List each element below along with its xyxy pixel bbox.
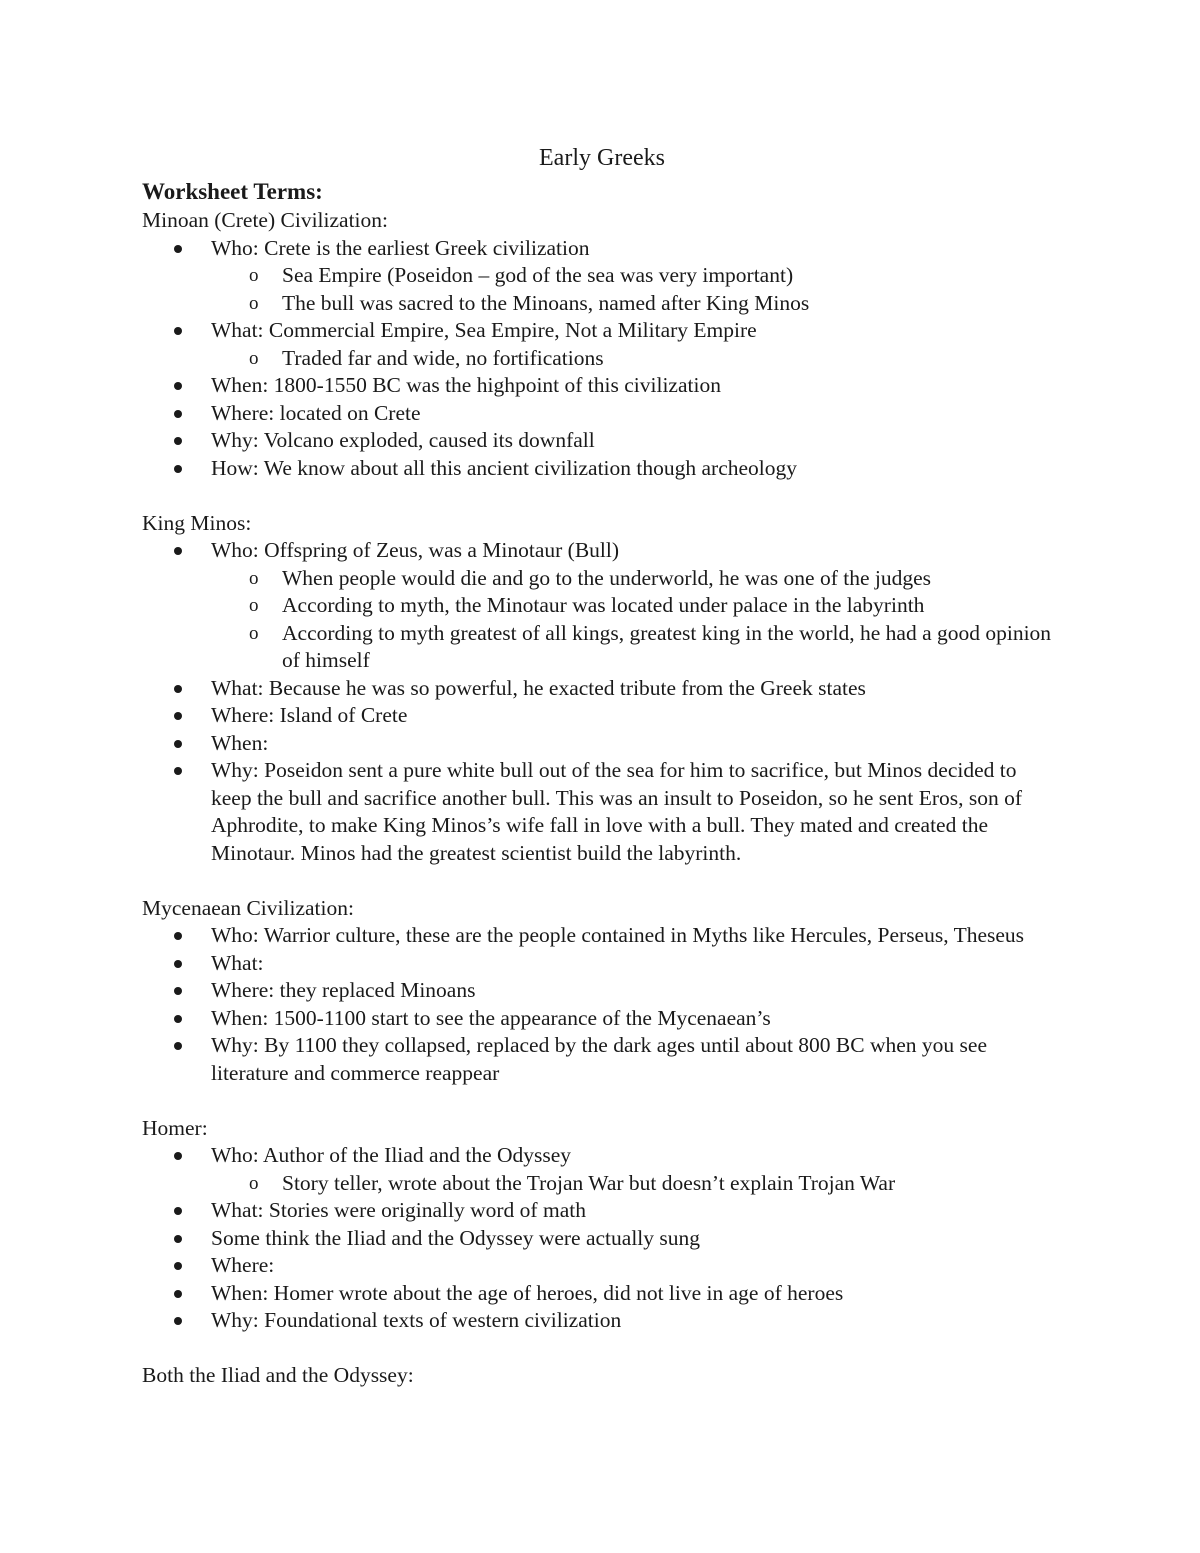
sub-list-item-text: According to myth, the Minotaur was located under palace in the labyrinth xyxy=(282,593,925,617)
list-item-text: Why: By 1100 they collapsed, replaced by the dark ages until about 800 BC when you see literature and commerce reappear xyxy=(211,1033,988,1085)
circle-bullet-icon: o xyxy=(249,595,259,616)
sub-list-item xyxy=(211,592,1062,620)
list-item-text: Who: Crete is the earliest Greek civilization xyxy=(211,235,590,260)
list-item-text: Where: located on Crete xyxy=(211,400,421,425)
section-king-minos xyxy=(142,510,1062,868)
circle-bullet-icon: o xyxy=(249,622,259,644)
list-item-text: Where: they replaced Minoans xyxy=(211,978,476,1002)
list-item-text: Who: Offspring of Zeus, was a Minotaur (Bull) xyxy=(211,538,620,562)
bullet-icon xyxy=(174,1207,182,1215)
list-item-text: Who: Author of the Iliad and the Odyssey xyxy=(211,1143,572,1167)
bullet-icon xyxy=(174,767,182,775)
sub-list-item xyxy=(211,620,1062,675)
bullet-icon xyxy=(174,1317,182,1325)
list-item xyxy=(142,1225,1062,1253)
list-item-text: Why: Poseidon sent a pure white bull out of the sea for him to sacrifice, but Minos decided to keep the bull and sacrifice another bull. This was an insult to Poseidon, so he sent Eros, son of Aphrodite, to make King Minos’s wife fall in love with a bull. They mated and created the Minotaur. Minos had the greatest scientist build the labyrinth. xyxy=(211,758,1023,865)
list-item xyxy=(142,950,1062,978)
list-item xyxy=(142,317,1062,372)
bullet-list xyxy=(142,922,1062,1087)
bullet-icon xyxy=(174,1015,182,1023)
bullet-list xyxy=(142,1142,1062,1335)
bullet-icon xyxy=(174,382,182,390)
circle-bullet-icon: o xyxy=(249,1172,259,1194)
section-mycenaean xyxy=(142,895,1062,1088)
bullet-icon xyxy=(174,685,182,693)
list-item xyxy=(142,455,1062,483)
list-item-text: Who: Warrior culture, these are the people contained in Myths like Hercules, Perseus, Theseus xyxy=(211,923,1025,947)
blank-line xyxy=(142,867,1062,895)
list-item-text: Why: Volcano exploded, caused its downfall xyxy=(211,428,595,452)
circle-bullet-icon: o xyxy=(249,265,259,286)
list-item-text: Where: xyxy=(211,1253,275,1277)
sub-list-item-text: When people would die and go to the underworld, he was one of the judges xyxy=(282,565,932,590)
bullet-icon xyxy=(174,410,182,418)
bullet-icon xyxy=(174,712,182,720)
bullet-icon xyxy=(174,987,182,995)
section-heading: Homer: xyxy=(142,1115,208,1140)
list-item xyxy=(142,1142,1062,1197)
bullet-icon xyxy=(174,465,182,473)
list-item xyxy=(142,702,1062,730)
bullet-list xyxy=(142,537,1062,867)
bullet-icon xyxy=(174,960,182,968)
list-item-text: Why: Foundational texts of western civilization xyxy=(211,1308,622,1332)
list-item xyxy=(142,922,1062,950)
bullet-icon xyxy=(174,547,182,555)
circle-bullet-icon: o xyxy=(249,567,259,589)
section-minoan xyxy=(142,207,1062,482)
list-item-text: When: 1800-1550 BC was the highpoint of this civilization xyxy=(211,373,721,397)
list-item xyxy=(142,1280,1062,1308)
bullet-icon xyxy=(174,1262,182,1270)
list-item-text: Some think the Iliad and the Odyssey were actually sung xyxy=(211,1225,701,1250)
list-item xyxy=(142,977,1062,1005)
section-iliad-odyssey xyxy=(142,1362,1062,1390)
sub-list-item xyxy=(211,565,1062,593)
list-item xyxy=(142,1252,1062,1280)
list-item xyxy=(142,730,1062,758)
section-heading: King Minos: xyxy=(142,510,252,535)
list-item-text: What: Because he was so powerful, he exacted tribute from the Greek states xyxy=(211,675,866,700)
sub-list-item-text: Traded far and wide, no fortifications xyxy=(282,345,604,370)
bullet-icon xyxy=(174,437,182,445)
sub-list xyxy=(211,1170,1062,1198)
list-item-text: What: xyxy=(211,950,264,975)
sub-list-item-text: Story teller, wrote about the Trojan War but doesn’t explain Trojan War xyxy=(282,1170,896,1195)
bullet-icon xyxy=(174,932,182,940)
sub-list-item-text: Sea Empire (Poseidon – god of the sea was very important) xyxy=(282,263,794,287)
blank-line xyxy=(142,1087,1062,1115)
list-item xyxy=(142,675,1062,703)
bullet-icon xyxy=(174,1152,182,1160)
list-item-text: When: xyxy=(211,730,269,755)
sub-list-item-text: The bull was sacred to the Minoans, named after King Minos xyxy=(282,290,810,315)
list-item xyxy=(142,235,1062,318)
sub-list-item-text: According to myth greatest of all kings, greatest king in the world, he had a good opinion of himself xyxy=(282,620,1052,672)
bullet-icon xyxy=(174,1042,182,1050)
list-item xyxy=(142,1032,1062,1087)
sub-list-item xyxy=(211,290,1062,318)
list-item xyxy=(142,537,1062,675)
sub-list xyxy=(211,565,1062,675)
list-item-text: When: Homer wrote about the age of heroes, did not live in age of heroes xyxy=(211,1280,844,1305)
list-item xyxy=(142,427,1062,455)
bullet-icon xyxy=(174,327,182,335)
sub-list-item xyxy=(211,262,1062,290)
document-title: Early Greeks xyxy=(539,145,665,171)
list-item xyxy=(142,400,1062,428)
sub-list-item xyxy=(211,345,1062,373)
list-item-text: What: Stories were originally word of math xyxy=(211,1198,586,1222)
list-item xyxy=(142,757,1062,867)
worksheet-terms-heading: Worksheet Terms: xyxy=(142,179,323,204)
sub-list xyxy=(211,345,1062,373)
bullet-icon xyxy=(174,245,182,253)
section-heading: Minoan (Crete) Civilization: xyxy=(142,208,389,232)
circle-bullet-icon: o xyxy=(249,347,259,369)
section-heading: Both the Iliad and the Odyssey: xyxy=(142,1363,414,1387)
document-page xyxy=(142,140,1062,1390)
bullet-icon xyxy=(174,1235,182,1243)
list-item xyxy=(142,1307,1062,1335)
list-item-text: What: Commercial Empire, Sea Empire, Not a Military Empire xyxy=(211,318,757,342)
list-item xyxy=(142,1005,1062,1033)
blank-line xyxy=(142,482,1062,510)
section-heading: Mycenaean Civilization: xyxy=(142,895,354,920)
list-item-text: How: We know about all this ancient civilization though archeology xyxy=(211,455,798,480)
sub-list xyxy=(211,262,1062,317)
list-item-text: Where: Island of Crete xyxy=(211,703,408,727)
bullet-list xyxy=(142,235,1062,483)
list-item xyxy=(142,372,1062,400)
list-item-text: When: 1500-1100 start to see the appearance of the Mycenaean’s xyxy=(211,1005,771,1030)
circle-bullet-icon: o xyxy=(249,292,259,314)
bullet-icon xyxy=(174,740,182,748)
sub-list-item xyxy=(211,1170,1062,1198)
section-homer xyxy=(142,1115,1062,1335)
list-item xyxy=(142,1197,1062,1225)
bullet-icon xyxy=(174,1290,182,1298)
blank-line xyxy=(142,1335,1062,1363)
